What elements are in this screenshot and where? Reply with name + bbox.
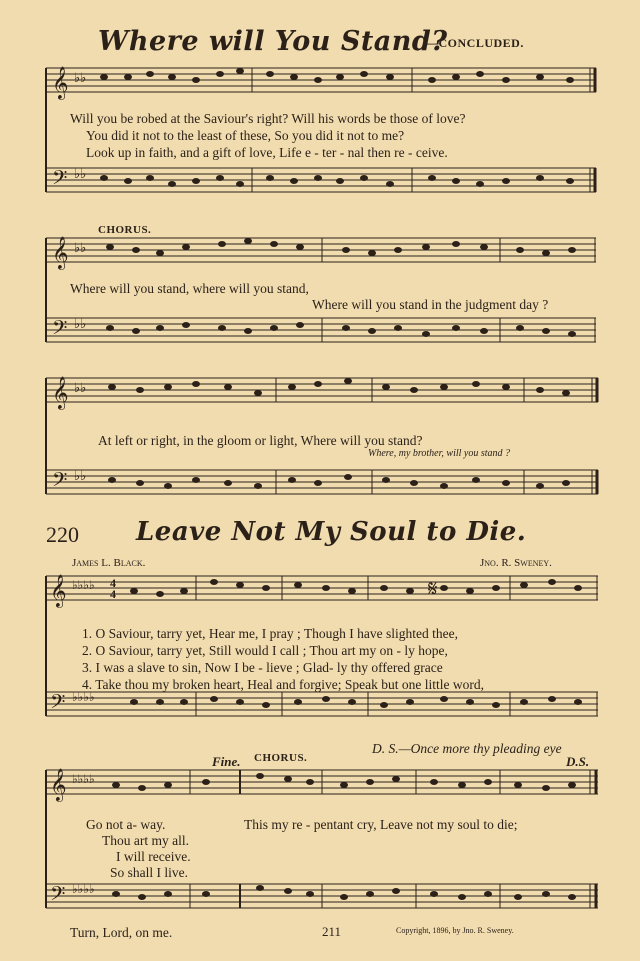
svg-text:♭♭: ♭♭	[74, 316, 87, 331]
svg-text:♭♭: ♭♭	[74, 70, 87, 85]
svg-text:𝄞: 𝄞	[50, 574, 67, 607]
svg-text:♭♭: ♭♭	[74, 166, 87, 181]
svg-text:𝄞: 𝄞	[50, 768, 67, 801]
chorus-line-1: Where will you stand, where will you stand,	[70, 281, 309, 296]
svg-text:♭♭♭♭: ♭♭♭♭	[72, 578, 95, 592]
ds-line: D. S.—Once more thy pleading eye	[372, 741, 562, 756]
hymn220-system-2-staves	[0, 764, 640, 934]
verse-1: 1. O Saviour, tarry yet, Hear me, I pray ; Though I have slighted thee,	[82, 626, 458, 641]
author-credit: James L. Black.	[72, 557, 146, 569]
chorus-line-2: Where will you stand in the judgment day ?	[312, 297, 549, 312]
svg-text:𝄋: 𝄋	[428, 576, 438, 601]
svg-text:𝄢: 𝄢	[50, 690, 66, 718]
title-suffix: —CONCLUDED.	[426, 36, 524, 50]
composer-credit: Jno. R. Sweney.	[480, 557, 552, 569]
svg-text:𝄢: 𝄢	[52, 316, 68, 344]
page-title: Where will You Stand?	[98, 26, 448, 57]
svg-text:♭♭♭♭: ♭♭♭♭	[72, 690, 95, 704]
svg-text:𝄢: 𝄢	[50, 882, 66, 910]
time-sig-upper: 4	[110, 576, 116, 590]
svg-text:♭♭♭♭: ♭♭♭♭	[72, 882, 95, 896]
ending-3: I will receive.	[116, 849, 191, 864]
page-number: 211	[322, 924, 342, 939]
verse-4: 4. Take thou my broken heart, Heal and forgive; Speak but one little word,	[82, 677, 484, 692]
verse-line-2: You did it not to the least of these, So you did it not to me?	[86, 128, 405, 143]
last-line: Turn, Lord, on me.	[70, 925, 173, 940]
hymn-number: 220	[46, 522, 79, 547]
svg-text:♭♭: ♭♭	[74, 468, 87, 483]
svg-text:𝄞: 𝄞	[52, 376, 69, 409]
verse-3: 3. I was a slave to sin, Now I be - lieve ; Glad- ly thy offered grace	[82, 660, 443, 675]
svg-text:𝄞: 𝄞	[52, 236, 69, 269]
time-signature-top	[110, 578, 116, 600]
verse-line-1: Will you be robed at the Saviour's right? Will his words be those of love?	[70, 111, 466, 126]
verse-line-3: Look up in faith, and a gift of love, Life e - ter - nal then re - ceive.	[86, 145, 448, 160]
chorus-text: This my re - pentant cry, Leave not my soul to die;	[244, 817, 518, 832]
chorus-label-1: CHORUS.	[98, 224, 152, 236]
svg-text:♭♭: ♭♭	[74, 380, 87, 395]
svg-text:♭♭♭♭: ♭♭♭♭	[72, 772, 95, 786]
bass-echo-line: Where, my brother, will you stand ?	[368, 448, 511, 459]
copyright-notice: Copyright, 1896, by Jno. R. Sweney.	[396, 926, 514, 935]
fine-mark: Fine.	[212, 754, 241, 769]
hymn-title: Leave Not My Soul to Die.	[136, 517, 527, 547]
chorus-line-3: At left or right, in the gloom or light, Where will you stand?	[98, 433, 423, 448]
chorus-label-2: CHORUS.	[254, 752, 308, 764]
svg-text:♭♭: ♭♭	[74, 240, 87, 255]
ds-mark: D.S.	[566, 754, 590, 769]
verse-2: 2. O Saviour, tarry yet, Still would I call ; Thou art my on - ly hope,	[82, 643, 448, 658]
time-sig-lower: 4	[110, 587, 116, 601]
svg-text:𝄢: 𝄢	[52, 468, 68, 496]
svg-text:𝄢: 𝄢	[52, 166, 68, 194]
ending-2: Thou art my all.	[102, 833, 189, 848]
ending-1: Go not a- way.	[86, 817, 166, 832]
svg-text:𝄞: 𝄞	[52, 66, 69, 99]
ending-4: So shall I live.	[110, 865, 188, 880]
